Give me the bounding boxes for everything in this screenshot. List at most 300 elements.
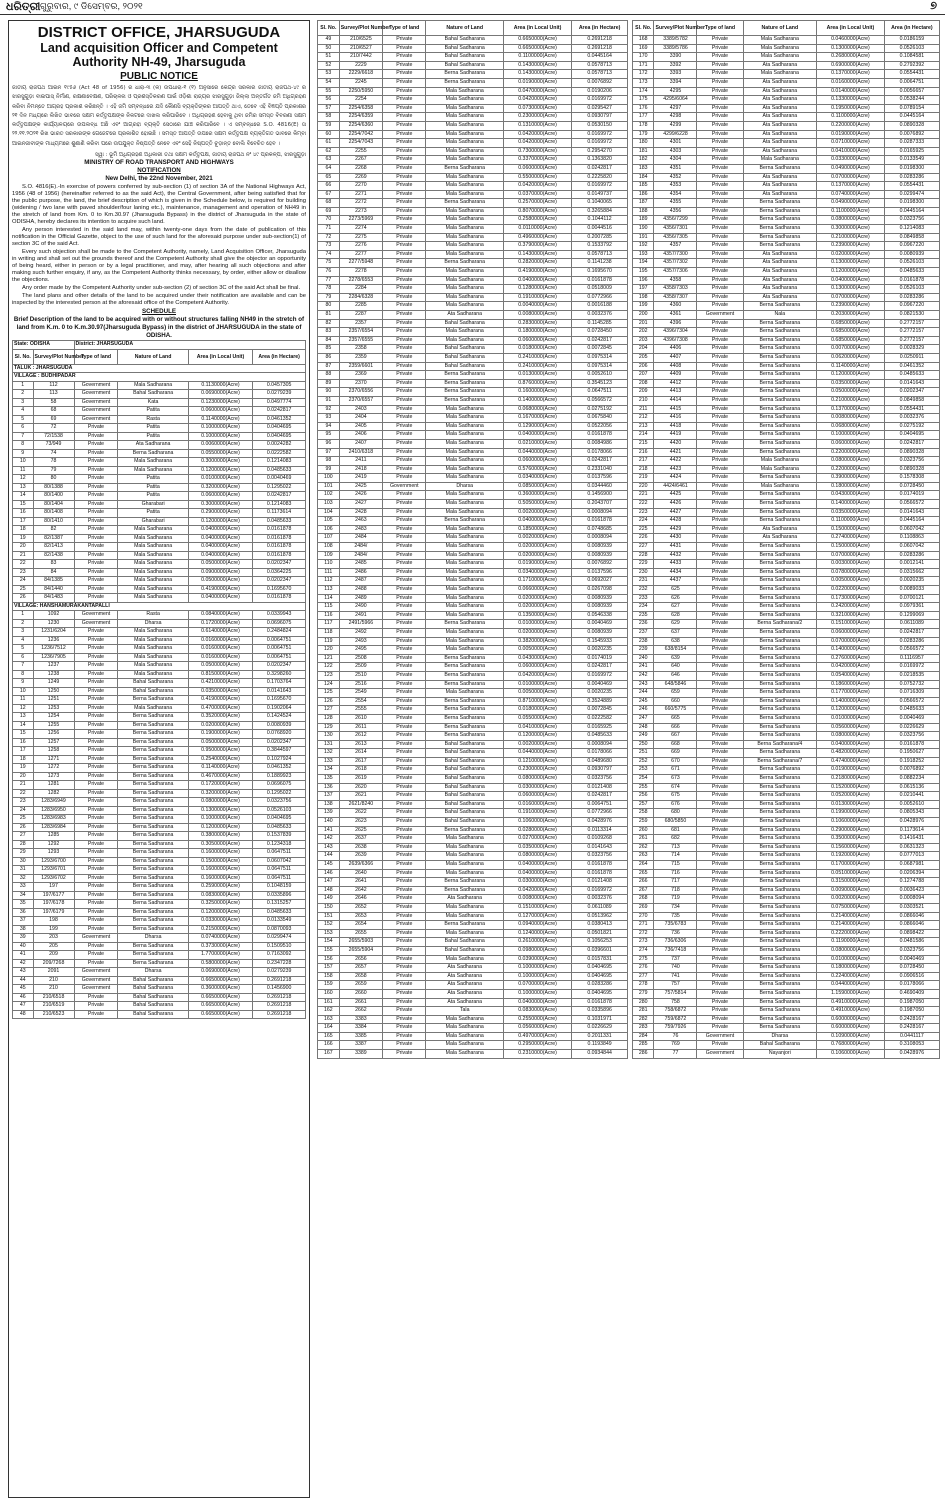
table-cell: 0.6650000(Acre) xyxy=(188,1002,252,1011)
table-cell: Mala Sadharana xyxy=(426,560,504,569)
notice-heading: PUBLIC NOTICE xyxy=(120,71,198,82)
table-cell: Berna Sadharana xyxy=(743,835,817,844)
table-cell: Mala Sadharana xyxy=(426,1032,504,1041)
table-cell: Private xyxy=(383,190,426,199)
table-cell: 0.1210000(Acre) xyxy=(503,757,571,766)
table-cell: 4357/7302 xyxy=(654,259,697,268)
table-cell: 0.0500000(Acre) xyxy=(188,662,252,671)
table-cell: Private xyxy=(383,740,426,749)
schedule-column-3 xyxy=(632,20,940,1498)
table-cell: 280 xyxy=(633,998,654,1007)
table-row xyxy=(318,259,628,268)
table-cell: 0.0481586 xyxy=(884,938,939,947)
table-row xyxy=(633,328,940,337)
table-cell: 44 xyxy=(13,976,34,985)
table-cell: Private xyxy=(383,96,426,105)
table-cell: 0.2580000(Acre) xyxy=(503,216,571,225)
table-cell: 205 xyxy=(33,942,74,951)
table-row xyxy=(633,474,940,483)
table-cell: Berna Sadharana xyxy=(118,832,188,841)
table-cell: 0.0600000(Acre) xyxy=(503,663,571,672)
table-row xyxy=(318,36,628,45)
table-cell: 0.0578713 xyxy=(572,61,628,70)
table-cell: Berna Sadharana xyxy=(426,396,504,405)
col-survey: Survey/Plot Number xyxy=(33,349,74,364)
table-cell: 0.0299474 xyxy=(253,934,306,943)
table-row xyxy=(318,1050,628,1059)
table-cell: 73/949 xyxy=(33,441,74,450)
table-row xyxy=(13,577,306,586)
table-cell: 0.0489680 xyxy=(572,757,628,766)
table-cell: Private xyxy=(383,543,426,552)
table-cell: 0.0178066 xyxy=(884,981,939,990)
table-cell: 2284/6328 xyxy=(339,293,382,302)
table-cell: 0.0396601 xyxy=(572,946,628,955)
table-cell: Bahal Sadharana xyxy=(118,1010,188,1019)
table-cell: 0.2772157 xyxy=(884,336,939,345)
table-row xyxy=(13,730,306,739)
table-cell: 68 xyxy=(318,199,340,208)
table-cell: 168 xyxy=(633,36,654,45)
table-cell: 0.1695670 xyxy=(572,268,628,277)
table-row xyxy=(13,934,306,943)
table-row xyxy=(318,551,628,560)
table-cell: Private xyxy=(383,268,426,277)
table-cell: Ata Sadharana xyxy=(426,989,504,998)
table-row xyxy=(633,757,940,766)
table-row xyxy=(318,1041,628,1050)
table-cell: Mala Sadharana xyxy=(426,861,504,870)
table-cell: 246 xyxy=(633,706,654,715)
table-cell: Dharsa xyxy=(426,482,504,491)
table-cell: 165 xyxy=(318,1032,340,1041)
table-cell: Berna Sadharana xyxy=(743,964,817,973)
table-cell: 0.0967220 xyxy=(884,242,939,251)
table-row xyxy=(633,61,940,70)
table-row xyxy=(633,96,940,105)
table-cell: 665 xyxy=(654,714,697,723)
table-cell: 0.3600000(Acre) xyxy=(188,985,252,994)
table-cell: 2549 xyxy=(339,689,382,698)
table-cell: Private xyxy=(697,646,743,655)
table-cell: Private xyxy=(697,895,743,904)
table-row xyxy=(318,826,628,835)
table-cell: 220 xyxy=(633,482,654,491)
table-cell: 0.0080939 xyxy=(572,551,628,560)
table-cell: 0.0109268 xyxy=(572,835,628,844)
table-cell: Private xyxy=(697,336,743,345)
table-cell: Mala Sadharana xyxy=(118,653,188,662)
table-cell: 0.0040469 xyxy=(572,620,628,629)
table-cell: 0.0283286 xyxy=(884,293,939,302)
table-cell: 676 xyxy=(654,800,697,809)
table-cell: 0.0680000(Acre) xyxy=(503,405,571,414)
table-cell: Private xyxy=(74,959,118,968)
table-cell: Private xyxy=(383,998,426,1007)
table-cell: 0.0404695 xyxy=(884,431,939,440)
table-row xyxy=(318,852,628,861)
table-cell: 2271 xyxy=(339,190,382,199)
table-cell: 72 xyxy=(318,233,340,242)
table-cell: Mala Sadharana xyxy=(426,568,504,577)
table-cell: Private xyxy=(697,96,743,105)
table-row xyxy=(318,921,628,930)
table-cell: Bahal Sadharana xyxy=(426,783,504,792)
table-row xyxy=(13,900,306,909)
table-cell: Private xyxy=(383,276,426,285)
col-area-ha: Area (in Hectare) xyxy=(572,21,628,36)
table-cell: Berna Sadharana xyxy=(743,336,817,345)
table-cell: 0.1800000(Acre) xyxy=(503,328,571,337)
table-cell: 4299 xyxy=(654,121,697,130)
table-cell: 38 xyxy=(13,925,34,934)
table-cell: Berna Sadharana xyxy=(426,663,504,672)
table-row xyxy=(318,405,628,414)
table-cell: 4353 xyxy=(654,182,697,191)
table-cell: Ata Sadharana xyxy=(743,139,817,148)
table-cell: 2621/8240 xyxy=(339,800,382,809)
table-cell: 0.0279239 xyxy=(253,390,306,399)
table-cell: 0.0461352 xyxy=(884,362,939,371)
table-row xyxy=(318,603,628,612)
table-cell: 2492 xyxy=(339,628,382,637)
col-type: Type of land xyxy=(383,21,426,36)
table-cell: 178 xyxy=(633,121,654,130)
table-cell: Private xyxy=(74,747,118,756)
table-cell: 0.0975314 xyxy=(572,362,628,371)
table-cell: Berna Sadharana xyxy=(743,938,817,947)
table-cell: 0.0169972 xyxy=(572,130,628,139)
table-cell: 210 xyxy=(633,396,654,405)
table-cell: 0.0934844 xyxy=(572,1050,628,1059)
table-row xyxy=(633,336,940,345)
table-cell: 2486 xyxy=(339,568,382,577)
table-cell: 0.1500000(Acre) xyxy=(817,543,885,552)
table-cell: Private xyxy=(697,835,743,844)
table-cell: Mala Sadharana xyxy=(118,568,188,577)
table-cell: Private xyxy=(383,422,426,431)
table-row xyxy=(318,835,628,844)
table-cell: 2488 xyxy=(339,586,382,595)
table-cell: Ata Sadharana xyxy=(743,61,817,70)
table-cell: Private xyxy=(383,78,426,87)
table-cell: 0.0080939 xyxy=(572,603,628,612)
table-cell: Private xyxy=(697,182,743,191)
table-cell: Mala Sadharana xyxy=(743,482,817,491)
table-cell: 249 xyxy=(633,732,654,741)
district-label: District: JHARSUGUDA xyxy=(74,341,305,350)
table-row xyxy=(318,78,628,87)
table-cell: Mala Sadharana xyxy=(426,646,504,655)
table-cell: Berna Sadharana xyxy=(743,362,817,371)
table-cell: 244 xyxy=(633,689,654,698)
table-cell: 2370/6557 xyxy=(339,396,382,405)
table-cell: 206 xyxy=(633,362,654,371)
table-cell: 0.0020000(Acre) xyxy=(503,508,571,517)
table-cell: Private xyxy=(383,929,426,938)
table-cell: Private xyxy=(383,319,426,328)
table-cell: Private xyxy=(697,861,743,870)
table-cell: 212 xyxy=(633,414,654,423)
table-cell: 2657 xyxy=(339,964,382,973)
table-cell: Private xyxy=(697,964,743,973)
table-cell: 2254/6358 xyxy=(339,104,382,113)
table-cell: Berna Sadharana xyxy=(118,857,188,866)
table-row xyxy=(318,104,628,113)
table-cell: 2621 xyxy=(339,792,382,801)
table-cell: Private xyxy=(697,1041,743,1050)
table-cell: 112 xyxy=(318,577,340,586)
table-cell: 673 xyxy=(654,775,697,784)
table-cell: 0.1090000(Acre) xyxy=(817,1032,885,1041)
table-cell: 0.0335896 xyxy=(572,1007,628,1016)
table-cell: 0.0748685 xyxy=(572,525,628,534)
table-cell: 139 xyxy=(318,809,340,818)
table-cell: 4358/7303 xyxy=(654,285,697,294)
table-cell: 0.2772157 xyxy=(884,319,939,328)
table-cell: 76 xyxy=(654,1032,697,1041)
table-cell: 4433 xyxy=(654,560,697,569)
table-cell: Private xyxy=(697,611,743,620)
table-cell: Mala Sadharana xyxy=(426,491,504,500)
table-cell: 1281 xyxy=(33,781,74,790)
table-row xyxy=(13,415,306,424)
table-cell: Berna Sadharana xyxy=(118,764,188,773)
table-cell: Private xyxy=(697,732,743,741)
table-cell: Mala Sadharana xyxy=(118,577,188,586)
table-row xyxy=(633,285,940,294)
table-cell: 0.0323756 xyxy=(884,732,939,741)
table-row xyxy=(633,457,940,466)
table-cell: Private xyxy=(383,903,426,912)
table-cell: 0.0200000(Acre) xyxy=(503,603,571,612)
table-cell: 187 xyxy=(633,199,654,208)
notice-paragraph-4: Any order made by the Competent Authority under sub-section (2) of section 3C of the said Act shall be final. xyxy=(22,285,301,292)
table-cell: 0.1040065 xyxy=(572,199,628,208)
table-cell: Private xyxy=(697,594,743,603)
table-cell: 0.2180000(Acre) xyxy=(817,775,885,784)
table-cell: 2426 xyxy=(339,491,382,500)
table-cell: 0.1100000(Acre) xyxy=(817,207,885,216)
table-cell: 648/5846 xyxy=(654,680,697,689)
table-cell: Tala xyxy=(426,1007,504,1016)
table-row xyxy=(633,1050,940,1059)
table-cell: 735 xyxy=(654,912,697,921)
table-cell: 0.1214083 xyxy=(884,225,939,234)
table-cell: Mala Sadharana xyxy=(426,156,504,165)
table-cell: Private xyxy=(697,723,743,732)
table-row xyxy=(318,534,628,543)
table-row xyxy=(633,663,940,672)
table-cell: Private xyxy=(383,611,426,620)
table-row xyxy=(318,319,628,328)
table-cell: 1254 xyxy=(33,713,74,722)
table-cell: Private xyxy=(697,620,743,629)
table-cell: 0.0490000(Acre) xyxy=(817,199,885,208)
table-row xyxy=(13,1010,306,1019)
table-cell: 0.2007285 xyxy=(572,233,628,242)
table-cell: 82 xyxy=(318,319,340,328)
table-cell: Berna Sadharana xyxy=(426,371,504,380)
table-cell: 205 xyxy=(633,353,654,362)
table-cell: Bahal Sadharana xyxy=(426,362,504,371)
table-cell: 1283/6949 xyxy=(33,798,74,807)
table-cell: 5 xyxy=(13,415,34,424)
table-cell: 2654 xyxy=(339,921,382,930)
state-label: State: ODISHA xyxy=(13,341,75,350)
table-row xyxy=(318,611,628,620)
table-row xyxy=(633,216,940,225)
table-row xyxy=(13,1002,306,1011)
table-cell: 0.1510000(Acre) xyxy=(503,903,571,912)
table-cell: 0.0044516 xyxy=(572,225,628,234)
table-cell: Berna Sadharana xyxy=(743,689,817,698)
table-cell: 77 xyxy=(318,276,340,285)
table-cell: Mala Sadharana xyxy=(426,121,504,130)
table-row xyxy=(318,388,628,397)
table-row xyxy=(318,121,628,130)
table-row xyxy=(13,942,306,951)
table-row xyxy=(633,44,940,53)
table-cell: 0.4820000(Acre) xyxy=(817,749,885,758)
table-cell: 2405 xyxy=(339,422,382,431)
table-cell: 0.2900000(Acre) xyxy=(188,509,252,518)
table-cell: 0.0490000(Acre) xyxy=(817,164,885,173)
table-cell: 4424 xyxy=(654,474,697,483)
table-cell: 3389/5782 xyxy=(654,36,697,45)
table-cell: 0.0692027 xyxy=(572,577,628,586)
table-cell: 0.2954270 xyxy=(572,147,628,156)
table-cell: 1293/6701 xyxy=(33,866,74,875)
table-row xyxy=(13,628,306,637)
table-cell: 263 xyxy=(633,852,654,861)
table-cell: 0.1270000(Acre) xyxy=(503,912,571,921)
table-row xyxy=(318,96,628,105)
table-cell: 0.0526103 xyxy=(884,44,939,53)
table-cell: 152 xyxy=(318,921,340,930)
table-cell: 0.0728450 xyxy=(884,964,939,973)
table-cell: 0.1720000(Acre) xyxy=(188,619,252,628)
table-cell: 100 xyxy=(318,474,340,483)
table-cell: Ata Sadharana xyxy=(743,250,817,259)
table-cell: 0.0335896 xyxy=(253,891,306,900)
table-cell: 0.0169972 xyxy=(572,886,628,895)
table-cell: Berna Sadharana xyxy=(743,766,817,775)
table-cell: Mala Sadharana xyxy=(426,1024,504,1033)
table-cell: 243 xyxy=(633,680,654,689)
table-cell: 2370/6556 xyxy=(339,388,382,397)
table-row xyxy=(318,775,628,784)
table-cell: 0.0800000(Acre) xyxy=(188,798,252,807)
table-cell: 2655 xyxy=(339,929,382,938)
table-row xyxy=(318,70,628,79)
table-cell: 185 xyxy=(633,182,654,191)
table-cell: 0.0538244 xyxy=(884,96,939,105)
table-cell: Bahal Sadharana xyxy=(118,687,188,696)
table-cell: Private xyxy=(697,414,743,423)
table-cell: Mala Sadharana xyxy=(426,534,504,543)
table-cell: Private xyxy=(383,646,426,655)
table-cell: Private xyxy=(383,577,426,586)
table-cell: Private xyxy=(697,439,743,448)
table-cell: 264 xyxy=(633,861,654,870)
table-row xyxy=(633,766,940,775)
village-label-2: VILLAGE: HANSHAMURAKANTAPALLI xyxy=(13,602,306,611)
table-cell: 0.0200000(Acre) xyxy=(503,628,571,637)
table-cell: Berna Sadharana xyxy=(743,551,817,560)
table-cell: Private xyxy=(383,311,426,320)
table-cell: 80/1388 xyxy=(33,483,74,492)
table-row xyxy=(633,972,940,981)
table-cell: 0.0050000(Acre) xyxy=(503,689,571,698)
table-cell: 4358 xyxy=(654,276,697,285)
table-cell: Mala Sadharana xyxy=(426,525,504,534)
table-cell: 40 xyxy=(13,942,34,951)
table-cell: Mala Sadharana xyxy=(118,526,188,535)
table-cell: 1253 xyxy=(33,704,74,713)
table-cell: Berna Sadharana xyxy=(118,730,188,739)
table-cell: 0.0275192 xyxy=(572,405,628,414)
table-cell: 154 xyxy=(318,938,340,947)
table-row xyxy=(318,482,628,491)
table-cell: Dharsa xyxy=(118,619,188,628)
table-cell: 0.1000000(Acre) xyxy=(503,989,571,998)
table-cell: 164 xyxy=(318,1024,340,1033)
table-cell: 251 xyxy=(633,749,654,758)
table-cell: 2278 xyxy=(339,268,382,277)
table-cell: 0.0975314 xyxy=(572,353,628,362)
table-cell: 240 xyxy=(633,654,654,663)
table-cell: 0.0130000(Acre) xyxy=(503,371,571,380)
table-cell: 0.1500000(Acre) xyxy=(188,857,252,866)
table-row xyxy=(318,895,628,904)
table-cell: 0.3500000(Acre) xyxy=(817,835,885,844)
table-cell: Patita xyxy=(118,475,188,484)
table-row xyxy=(633,508,940,517)
table-cell: Private xyxy=(697,972,743,981)
table-cell: 2637 xyxy=(339,835,382,844)
table-cell: Mala Sadharana xyxy=(426,104,504,113)
table-cell: 1236 xyxy=(33,636,74,645)
table-cell: Private xyxy=(383,989,426,998)
table-cell: 0.1920000(Acre) xyxy=(817,852,885,861)
table-cell: 147 xyxy=(318,878,340,887)
table-cell: 0.0076892 xyxy=(884,130,939,139)
table-row xyxy=(633,36,940,45)
table-cell: 0.1416431 xyxy=(884,835,939,844)
table-cell: 80/1400 xyxy=(33,492,74,501)
table-cell: 0.1330000(Acre) xyxy=(817,96,885,105)
table-cell: Private xyxy=(383,225,426,234)
table-cell: Private xyxy=(74,594,118,603)
table-cell: Mala Sadharana xyxy=(426,276,504,285)
table-cell: Berna Sadharana xyxy=(426,199,504,208)
table-cell: 0.0161878 xyxy=(253,594,306,603)
table-cell: 0.0060000(Acre) xyxy=(188,441,252,450)
table-cell: 26 xyxy=(13,823,34,832)
table-cell: 45 xyxy=(13,985,34,994)
table-cell: 660 xyxy=(654,697,697,706)
table-cell: Berna Sadharana xyxy=(743,972,817,981)
table-cell: 4358/7307 xyxy=(654,293,697,302)
table-cell: 1283/6984 xyxy=(33,823,74,832)
table-cell: 94 xyxy=(318,422,340,431)
table-cell: Private xyxy=(697,431,743,440)
table-cell: Berna Sadharana xyxy=(118,781,188,790)
table-cell: 0.0323756 xyxy=(884,457,939,466)
table-cell: 0.0700000(Acre) xyxy=(817,551,885,560)
table-cell: Private xyxy=(697,422,743,431)
